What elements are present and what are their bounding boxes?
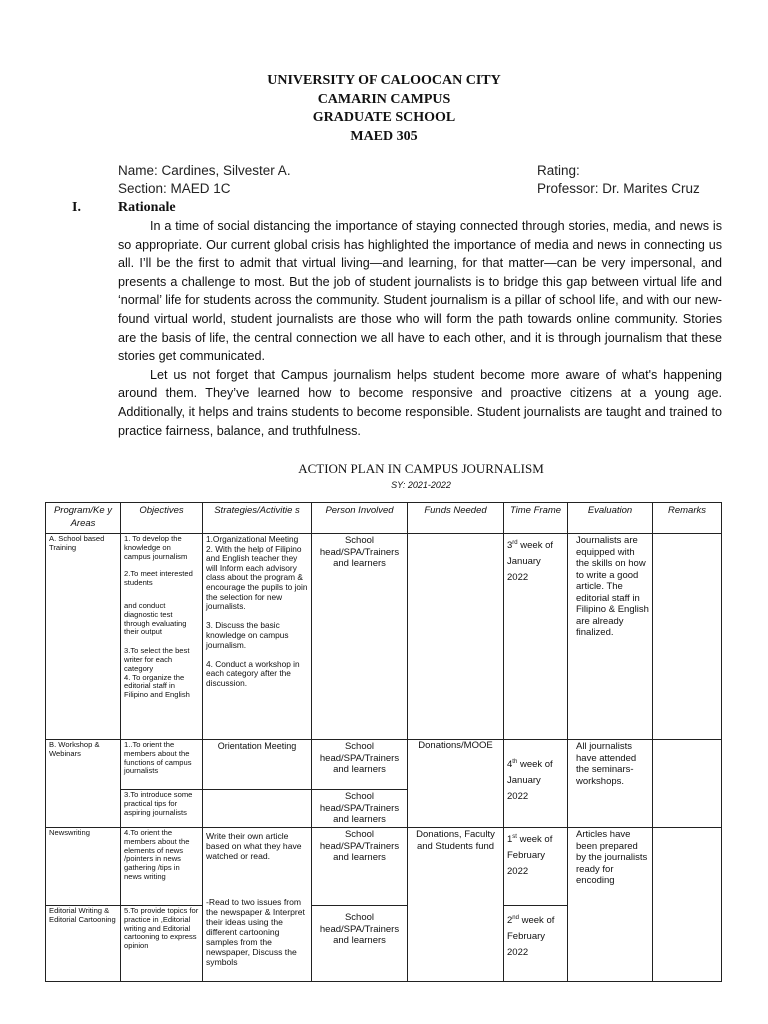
- objectives-cell: 3.To introduce some practical tips for aspiring journalists: [121, 790, 203, 828]
- strategies-cell: [203, 828, 312, 982]
- student-section: Section: MAED 1C: [118, 181, 231, 196]
- header-area: Program/Ke y Areas: [46, 503, 121, 534]
- time-rest: week of February 2022: [507, 915, 555, 959]
- objective-3-4: 3.To select the best writer for each category 4. To organize the editorial staff in Filipino and English: [124, 646, 190, 700]
- area-cell: Newswriting: [46, 828, 121, 906]
- rationale-paragraph-2: Let us not forget that Campus journalism helps student become more aware of what's happening around them. They’ve learned how to become responsive and proactive citizens at a young age. Additionally, it helps and trains students to become responsible. Student journalists are taught and trained to practice fairness, balance, and truthfulness.: [118, 367, 722, 438]
- objectives-cell: [121, 534, 203, 740]
- time-rest: week of January 2022: [507, 759, 553, 803]
- school-year: SY: 2021-2022: [391, 480, 451, 490]
- persons-cell: School head/SPA/Trainers and learners: [312, 534, 408, 740]
- action-plan-table: [45, 502, 722, 982]
- time-sup: nd: [512, 915, 519, 921]
- strategies-cell: [203, 790, 312, 828]
- strategy-newswriting: Write their own article based on what they have watched or read.: [206, 831, 302, 861]
- header-funds: Funds Needed: [408, 503, 504, 534]
- header-persons: Person Involved: [312, 503, 408, 534]
- evaluation-cell: All journalists have attended the seminars-workshops.: [568, 740, 653, 828]
- section-number: I.: [72, 200, 81, 215]
- time-sup: st: [512, 834, 517, 840]
- objective-1: 1. To develop the knowledge on campus journalism: [124, 534, 188, 561]
- student-name: Name: Cardines, Silvester A.: [118, 163, 291, 178]
- time-rest: week of February 2022: [507, 834, 553, 878]
- header-evaluation: Evaluation: [568, 503, 653, 534]
- remarks-cell: [653, 740, 722, 828]
- time-sup: th: [512, 759, 518, 765]
- funds-cell: Donations, Faculty and Students fund: [408, 828, 504, 982]
- area-cell: A. School based Training: [46, 534, 121, 740]
- course-code: MAED 305: [350, 129, 418, 144]
- time-cell: [504, 828, 568, 906]
- time-cell: [504, 534, 568, 740]
- objectives-cell: 1..To orient the members about the functions of campus journalists: [121, 740, 203, 790]
- persons-cell: School head/SPA/Trainers and learners: [312, 906, 408, 982]
- remarks-cell: [653, 828, 722, 982]
- objectives-cell: 4.To orient the members about the elements of news /pointers in news gathering /tips in news writing: [121, 828, 203, 906]
- time-cell: [504, 740, 568, 828]
- time-num: 1: [507, 834, 513, 846]
- area-cell: B. Workshop & Webinars: [46, 740, 121, 828]
- rationale-paragraph-1: In a time of social distancing the importance of staying connected through stories, media, and news is so appropriate. Our current global crisis has highlighted the importance of media and news in connecting us all. I’ll be the first to admit that virtual living—and learning, for that matter—can be very impersonal, and presents a challenge to most. But the job of student journalists is to bridge this gap between virtual life and ‘normal’ life for students across the community. Student journalism is a pillar of school life, and with our new-found virtual world, student journalists are those who will form the path towards online community. Stories are the basis of life, the central connection we all have to each other, and it is through journalism that these stories get communicated.: [118, 219, 722, 364]
- remarks-cell: [653, 534, 722, 740]
- table-row: [46, 740, 722, 790]
- strategies-cell: 1.Organizational Meeting 2. With the help of Filipino and English teacher they will Inform each advisory class about the program & encourage the pupils to join the selection for new journalists. 3. Discuss the basic knowledge on campus journalism. 4. Conduct a workshop in each category after the discussion.: [203, 534, 312, 740]
- time-num: 3: [507, 540, 513, 552]
- campus-name: CAMARIN CAMPUS: [317, 92, 451, 107]
- objective-2: 2.To meet interested students: [124, 569, 193, 588]
- header-objectives: Objectives: [121, 503, 203, 534]
- table-row: [46, 534, 722, 740]
- table-row: [46, 828, 722, 906]
- header-strategies: Strategies/Activitie s: [203, 503, 312, 534]
- action-plan-title: ACTION PLAN IN CAMPUS JOURNALISM: [298, 461, 544, 476]
- persons-cell: School head/SPA/Trainers and learners: [312, 828, 408, 906]
- university-name: UNIVERSITY OF CALOOCAN CITY: [267, 73, 501, 88]
- rating-label: Rating:: [537, 163, 580, 178]
- funds-cell: Donations/MOOE: [408, 740, 504, 828]
- strategies-cell: Orientation Meeting: [203, 740, 312, 790]
- table-header-row: [46, 503, 722, 534]
- time-rest: week of January 2022: [507, 540, 554, 584]
- rationale-body: [118, 217, 722, 440]
- section-heading: Rationale: [118, 200, 176, 215]
- strategy-editorial: -Read to two issues from the newspaper & Interpret their ideas using the different cartooning samples from the newspaper, Discuss the symbols: [206, 897, 305, 967]
- persons-cell: School head/SPA/Trainers and learners: [312, 740, 408, 790]
- professor-name: Professor: Dr. Marites Cruz: [537, 181, 700, 196]
- time-sup: rd: [512, 540, 518, 546]
- header-remarks: Remarks: [653, 503, 722, 534]
- persons-cell: School head/SPA/Trainers and learners: [312, 790, 408, 828]
- objective-2b: and conduct diagnostic test through evaluating their output: [124, 600, 187, 637]
- time-num: 4: [507, 759, 513, 771]
- objectives-cell: 5.To provide topics for practice in ,Editorial writing and Editorial cartooning to express opinion: [121, 906, 203, 982]
- time-cell: [504, 906, 568, 982]
- header-time: Time Frame: [504, 503, 568, 534]
- time-num: 2: [507, 915, 513, 927]
- evaluation-cell: Journalists are equipped with the skills on how to write a good article. The editorial staff in Filipino & English are already finalized.: [568, 534, 653, 740]
- area-cell: Editorial Writing & Editorial Cartooning: [46, 906, 121, 982]
- evaluation-cell: Articles have been prepared by the journalists ready for encoding: [568, 828, 653, 982]
- school-name: GRADUATE SCHOOL: [312, 110, 456, 125]
- funds-cell: [408, 534, 504, 740]
